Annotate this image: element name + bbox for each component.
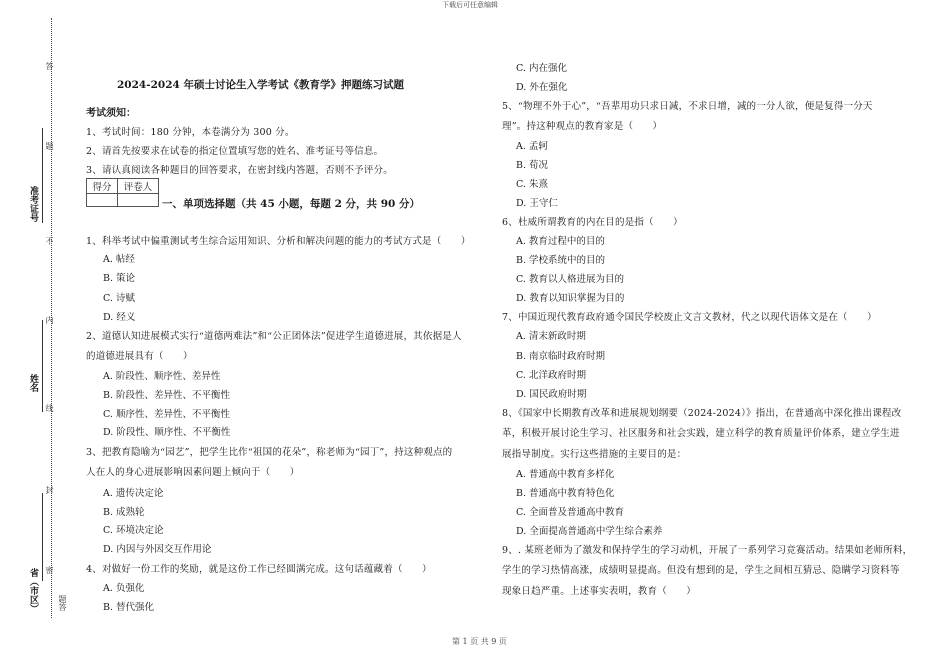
option: D. 阶段性、顺序性、不平衡性	[103, 427, 231, 438]
option: A. 教育过程中的目的	[516, 236, 605, 247]
cut-mark-xian: 线	[45, 404, 54, 412]
option: C. 内在强化	[516, 63, 567, 74]
score-cell	[87, 194, 118, 207]
cut-mark-da: 答	[45, 62, 54, 70]
question-stem: 2、道德认知进展模式实行“道德两难法”和“公正团体法”促进学生道德进展，其依据是人	[86, 331, 462, 342]
notice-item: 1、考试时间：180 分钟，本卷满分为 300 分。	[86, 127, 295, 138]
option: C. 诗赋	[103, 293, 135, 304]
option: D. 经义	[103, 312, 136, 323]
question-stem: 7、中国近现代教育政府通令国民学校废止文言文教材，代之以现代语体文是在（ ）	[502, 312, 877, 323]
side-note: 题答	[58, 595, 67, 611]
question-stem: 6、杜威所谓教育的内在目的是指（ ）	[502, 217, 683, 228]
question-stem: 4、对做好一份工作的奖励，就是这份工作已经圆满完成。这句话蕴藏着（ ）	[86, 564, 432, 575]
question-stem: 学生的学习热情高涨，成绩明显提高。但没有想到的是，学生之间相互猜忌、隐瞒学习资料等	[502, 565, 900, 576]
option: B. 替代强化	[103, 602, 155, 613]
name-underline	[42, 320, 43, 412]
question-stem: 1、科举考试中偏重测试考生综合运用知识、分析和解决问题的能力的考试方式是（ ）	[86, 236, 471, 247]
score-header: 得分	[87, 179, 118, 194]
option: A. 帖经	[103, 254, 135, 265]
region-underline	[42, 493, 43, 581]
option: A. 阶段性、顺序性、差异性	[103, 371, 221, 382]
option: C. 教育以人格进展为目的	[516, 274, 624, 285]
question-stem: 理”。持这种观点的教育家是（ ）	[502, 121, 663, 132]
option: B. 南京临时政府时期	[516, 351, 606, 362]
question-stem: 9、. 某班老师为了激发和保持学生的学习动机，开展了一系列学习竞赛活动。结果如老师所料，	[502, 545, 913, 556]
option: B. 荀况	[516, 160, 549, 171]
notice-item: 2、请首先按要求在试卷的指定位置填写您的姓名、准考证号等信息。	[86, 146, 384, 157]
option: A. 遗传决定论	[103, 488, 164, 499]
region-label: 省（市区）	[28, 568, 38, 613]
cut-mark-nei: 内	[45, 316, 54, 324]
option: B. 策论	[103, 273, 136, 284]
option: D. 教育以知识掌握为目的	[516, 293, 625, 304]
grader-cell	[118, 194, 159, 207]
question-stem: 展指导制度。实行这些措施的主要目的是：	[502, 449, 687, 460]
option: A. 孟轲	[516, 141, 548, 152]
question-stem: 现象日趋严重。上述事实表明，教育（ ）	[502, 586, 697, 597]
page-number: 第 1 页 共 9 页	[452, 637, 507, 646]
score-table	[86, 178, 159, 207]
option: D. 全面提高普通高中学生综合素养	[516, 526, 663, 537]
option: A. 普通高中教育多样化	[516, 469, 615, 480]
option: D. 王守仁	[516, 198, 558, 209]
option: B. 阶段性、差异性、不平衡性	[103, 390, 231, 401]
question-stem: 3、把教育隐喻为“园艺”，把学生比作“祖国的花朵”，称老师为“园丁”，持这种观点的	[86, 447, 453, 458]
option: C. 北洋政府时期	[516, 370, 586, 381]
section-title: 一、单项选择题（共 45 小题，每题 2 分，共 90 分）	[162, 198, 420, 210]
option: C. 朱熹	[516, 179, 548, 190]
notice-heading: 考试须知：	[86, 108, 136, 119]
option: D. 国民政府时期	[516, 389, 587, 400]
notice-item: 3、请认真阅读各种题目的回答要求，在密封线内答题，否则不予评分。	[86, 165, 393, 176]
exam-title: 2024-2024 年硕士讨论生入学考试《教育学》押题练习试题	[117, 79, 404, 91]
option: D. 外在强化	[516, 82, 568, 93]
question-stem: 5、“物理不外于心”，“吾辈用功只求日减，不求日增，减的一分人欲，便是复得一分天	[502, 101, 873, 112]
option: B. 学校系统中的目的	[516, 255, 606, 266]
question-stem: 的道德进展具有（ ）	[86, 351, 193, 362]
exam-number-label: 准考证号	[28, 186, 38, 222]
cut-mark-bu: 不	[45, 237, 54, 245]
name-label: 姓名	[28, 374, 38, 392]
option: C. 全面普及普通高中教育	[516, 507, 624, 518]
grader-header: 评卷人	[118, 179, 159, 194]
option: B. 普通高中教育特色化	[516, 488, 615, 499]
option: C. 顺序性、差异性、不平衡性	[103, 409, 230, 420]
option: B. 成熟轮	[103, 507, 145, 518]
exam-number-underline	[42, 128, 43, 223]
cut-mark-mi: 密	[45, 566, 54, 574]
cut-mark-ti: 题	[45, 142, 54, 150]
cut-mark-feng: 封	[45, 486, 54, 494]
option: A. 负强化	[103, 583, 145, 594]
question-stem: 革，积极开展讨论生学习、社区服务和社会实践，建立科学的教育质量评价体系，建立学生进	[502, 428, 900, 439]
question-stem: 人在人的身心进展影响因素问题上倾向于（ ）	[86, 467, 300, 478]
header-note: 下载后可任意编辑	[442, 1, 498, 9]
option: C. 环境决定论	[103, 525, 164, 536]
question-stem: 8、《国家中长期教育改革和进展规划纲要（2024-2024）》指出，在普通高中深化推出课程改	[502, 408, 902, 419]
option: A. 清末新政时期	[516, 331, 586, 342]
option: D. 内因与外因交互作用论	[103, 544, 212, 555]
